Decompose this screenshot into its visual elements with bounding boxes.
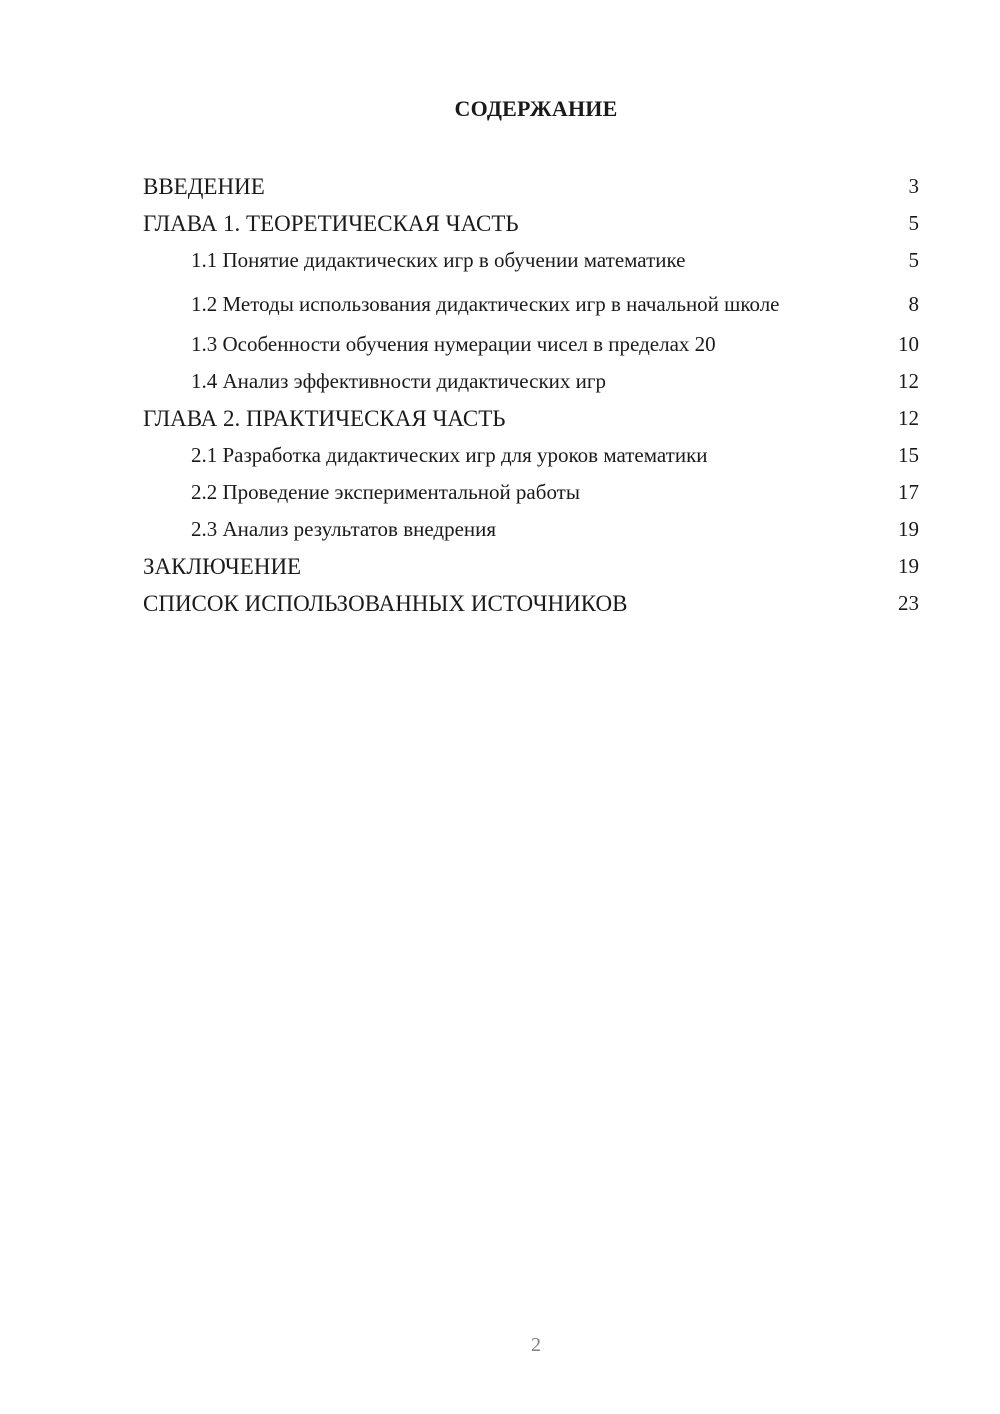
toc-entry-text: 2.2 Проведение экспериментальной работы	[191, 480, 580, 504]
toc-entry-page: 15	[898, 443, 919, 467]
toc-entry-chapter-2[interactable]	[143, 400, 919, 437]
toc-entry-section-1-1[interactable]	[143, 242, 919, 279]
toc-entry-text: 1.1 Понятие дидактических игр в обучении математике	[191, 248, 686, 272]
toc-entry-text: СПИСОК ИСПОЛЬЗОВАННЫХ ИСТОЧНИКОВ	[143, 591, 628, 616]
toc-entry-section-1-4[interactable]	[143, 363, 919, 400]
toc-entry-page: 5	[908, 211, 919, 235]
toc-entry-text: 2.1 Разработка дидактических игр для уроков математики	[191, 443, 708, 467]
toc-entry-page: 19	[898, 554, 919, 578]
toc-entry-page: 12	[898, 406, 919, 430]
toc-entry-page: 10	[898, 332, 919, 356]
toc-entry-page: 12	[898, 369, 919, 393]
toc-entry-text: 1.2 Методы использования дидактических игр в начальной школе	[191, 292, 780, 316]
toc-entry-text: 2.3 Анализ результатов внедрения	[191, 517, 497, 541]
toc-entry-chapter-1[interactable]	[143, 205, 919, 242]
toc-entry-text: ЗАКЛЮЧЕНИЕ	[143, 554, 302, 579]
toc-entry-introduction[interactable]	[143, 168, 919, 205]
toc-entry-section-1-2[interactable]	[143, 279, 919, 326]
toc-entry-page: 23	[898, 591, 919, 615]
toc-entry-text: ГЛАВА 1. ТЕОРЕТИЧЕСКАЯ ЧАСТЬ	[143, 211, 519, 236]
toc-entry-page: 19	[898, 517, 919, 541]
toc-entry-page: 17	[898, 480, 919, 504]
toc-entry-section-1-3[interactable]	[143, 326, 919, 363]
toc-entry-section-2-2[interactable]	[143, 474, 919, 511]
page-title: СОДЕРЖАНИЕ	[454, 96, 618, 121]
toc-entry-conclusion[interactable]	[143, 548, 919, 585]
toc-entry-page: 8	[908, 292, 919, 316]
table-of-contents	[143, 168, 919, 622]
toc-entry-text: 1.3 Особенности обучения нумерации чисел в пределах 20	[191, 332, 716, 356]
toc-entry-text: 1.4 Анализ эффективности дидактических игр	[191, 369, 607, 393]
page-number: 2	[531, 1334, 541, 1356]
toc-entry-page: 5	[908, 248, 919, 272]
toc-entry-references[interactable]	[143, 585, 919, 622]
toc-entry-section-2-3[interactable]	[143, 511, 919, 548]
toc-entry-section-2-1[interactable]	[143, 437, 919, 474]
toc-entry-text: ГЛАВА 2. ПРАКТИЧЕСКАЯ ЧАСТЬ	[143, 406, 506, 431]
toc-entry-page: 3	[908, 174, 919, 198]
toc-entry-text: ВВЕДЕНИЕ	[143, 174, 265, 199]
